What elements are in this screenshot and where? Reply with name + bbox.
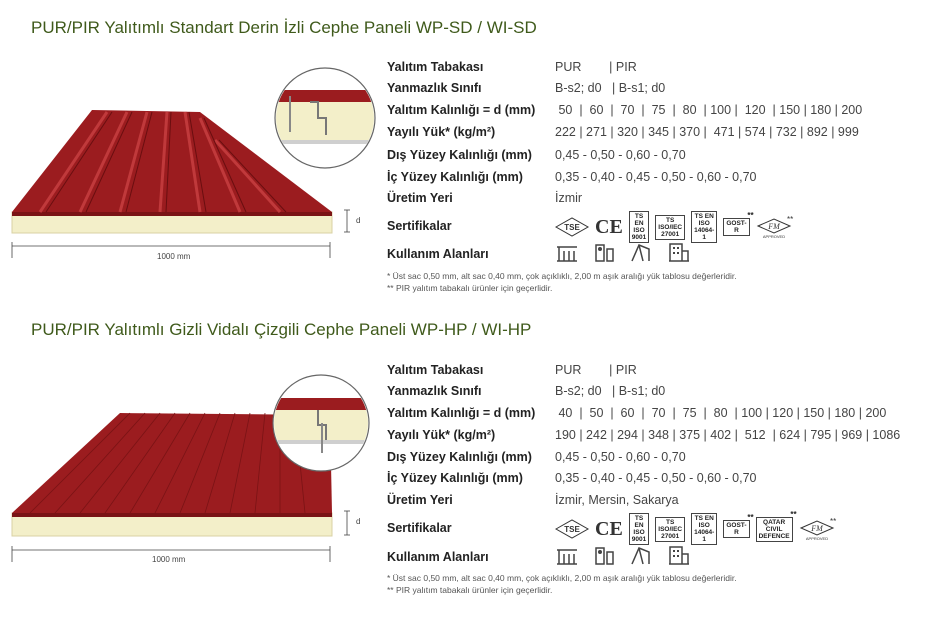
roof-building-icon (555, 241, 579, 263)
cert-iso-14064: TS EN ISO 14064-1 (691, 211, 717, 243)
roof-building-icon (555, 544, 579, 566)
cert-gost-r: GOST-R ** (723, 218, 749, 236)
spec-label: Yalıtım Kalınlığı = d (mm) (387, 103, 536, 117)
spec-label: Yanmazlık Sınıfı (387, 81, 482, 95)
spec-value: İzmir (555, 191, 583, 205)
panel-thickness-label: d (356, 517, 361, 526)
cert-iso-9001: TS EN ISO 9001 (629, 513, 649, 545)
facade-structure-icon (629, 544, 653, 566)
svg-text:FM: FM (767, 222, 780, 231)
section-title: PUR/PIR Yalıtımlı Standart Derin İzli Cephe Paneli WP-SD / WI-SD (31, 18, 537, 37)
fm-approved-icon (756, 216, 792, 238)
usage-icons (555, 241, 691, 263)
spec-value: PUR | PIR (555, 60, 637, 74)
section-title: PUR/PIR Yalıtımlı Gizli Vidalı Çizgili Cephe Paneli WP-HP / WI-HP (31, 320, 532, 339)
cert-label: Sertifikalar (387, 521, 452, 535)
product-section-wp-hp (0, 303, 951, 622)
spec-value: B-s2; d0 | B-s1; d0 (555, 384, 666, 398)
svg-text:FM: FM (810, 524, 823, 533)
product-section-wp-sd (0, 0, 951, 300)
cert-iso-27001: TS ISO/IEC 27001 (655, 215, 685, 240)
spec-label: Yayılı Yük* (kg/m²) (387, 125, 496, 139)
spec-value: B-s2; d0 | B-s1; d0 (555, 81, 666, 95)
tse-logo-icon (555, 217, 589, 237)
svg-text:APPROVED: APPROVED (805, 536, 828, 541)
cert-iso-14064: TS EN ISO 14064-1 (691, 513, 717, 545)
tse-logo-icon (555, 519, 589, 539)
spec-label: Yayılı Yük* (kg/m²) (387, 428, 496, 442)
spec-label: Yalıtım Tabakası (387, 60, 484, 74)
spec-value: 0,45 - 0,50 - 0,60 - 0,70 (555, 148, 686, 162)
spec-label: İç Yüzey Kalınlığı (mm) (387, 170, 523, 184)
footnote-pir: ** PIR yalıtım tabakalı ürünler için geçerlidir. (387, 283, 553, 293)
spec-label: Yalıtım Tabakası (387, 363, 484, 377)
panel-width-label: 1000 mm (157, 252, 191, 261)
svg-text:**: ** (829, 517, 836, 526)
cert-logos (555, 509, 836, 545)
ce-mark-icon: CE (595, 518, 623, 540)
spec-label: Yalıtım Kalınlığı = d (mm) (387, 406, 536, 420)
cold-storage-icon (593, 544, 615, 566)
spec-value: 40 | 50 | 60 | 70 | 75 | 80 | 100 | 120 | 150 | 180 | 200 (555, 406, 887, 420)
svg-text:TSE: TSE (564, 223, 580, 232)
cert-iso-9001: TS EN ISO 9001 (629, 211, 649, 243)
svg-text:**: ** (786, 215, 793, 224)
spec-label: İç Yüzey Kalınlığı (mm) (387, 471, 523, 485)
usage-icons (555, 544, 691, 566)
spec-label: Dış Yüzey Kalınlığı (mm) (387, 450, 532, 464)
spec-value: 0,45 - 0,50 - 0,60 - 0,70 (555, 450, 686, 464)
spec-value: 0,35 - 0,40 - 0,45 - 0,50 - 0,60 - 0,70 (555, 170, 757, 184)
spec-label: Yanmazlık Sınıfı (387, 384, 482, 398)
ce-mark-icon: CE (595, 216, 623, 238)
spec-value: PUR | PIR (555, 363, 637, 377)
industrial-building-icon (667, 241, 691, 263)
cert-qatar-civil-defence: QATAR CIVIL DEFENCE ** (756, 517, 793, 542)
usage-label: Kullanım Alanları (387, 247, 489, 261)
footnote-load: * Üst sac 0,50 mm, alt sac 0,40 mm, çok açıklıklı, 2,00 m aşık aralığı yük tablosu değerleridir. (387, 271, 737, 281)
spec-value: İzmir, Mersin, Sakarya (555, 493, 679, 507)
footnote-pir: ** PIR yalıtım tabakalı ürünler için geçerlidir. (387, 585, 553, 595)
cert-label: Sertifikalar (387, 219, 452, 233)
facade-structure-icon (629, 241, 653, 263)
svg-text:APPROVED: APPROVED (762, 234, 785, 239)
cert-logos (555, 211, 792, 243)
spec-value: 0,35 - 0,40 - 0,45 - 0,50 - 0,60 - 0,70 (555, 471, 757, 485)
svg-text:TSE: TSE (564, 525, 580, 534)
usage-label: Kullanım Alanları (387, 550, 489, 564)
cert-iso-27001: TS ISO/IEC 27001 (655, 517, 685, 542)
spec-label: Üretim Yeri (387, 191, 453, 205)
panel-illustration-hidden-fix (0, 303, 380, 622)
spec-value: 190 | 242 | 294 | 348 | 375 | 402 | 512 | 624 | 795 | 969 | 1086 (555, 428, 901, 442)
footnote-load: * Üst sac 0,50 mm, alt sac 0,40 mm, çok açıklıklı, 2,00 m aşık aralığı yük tablosu değerleridir. (387, 573, 737, 583)
fm-approved-icon (799, 518, 835, 540)
spec-value: 222 | 271 | 320 | 345 | 370 | 471 | 574 | 732 | 892 | 999 (555, 125, 859, 139)
cert-gost-r: GOST-R ** (723, 520, 749, 538)
industrial-building-icon (667, 544, 691, 566)
panel-width-label: 1000 mm (152, 555, 186, 564)
spec-label: Üretim Yeri (387, 493, 453, 507)
panel-thickness-label: d (356, 216, 361, 225)
cold-storage-icon (593, 241, 615, 263)
spec-label: Dış Yüzey Kalınlığı (mm) (387, 148, 532, 162)
spec-value: 50 | 60 | 70 | 75 | 80 | 100 | 120 | 150 | 180 | 200 (555, 103, 863, 117)
